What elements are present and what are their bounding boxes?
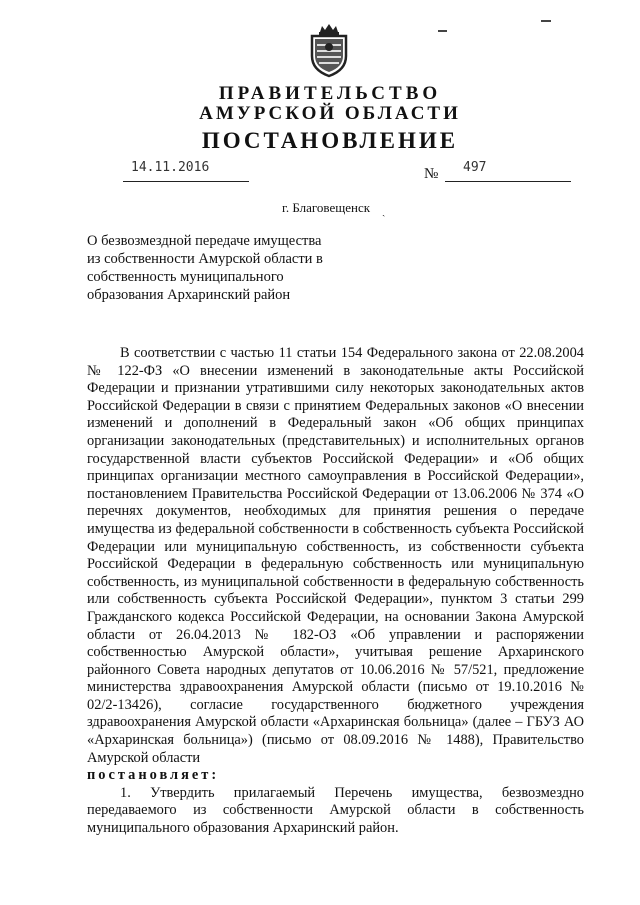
number-sign: №	[424, 166, 439, 182]
government-title: ПРАВИТЕЛЬСТВО	[218, 83, 442, 104]
document-type: ПОСТАНОВЛЕНИЕ	[201, 128, 459, 153]
region-title: АМУРСКОЙ ОБЛАСТИ	[199, 103, 461, 124]
resolves-label: постановляет:	[87, 767, 220, 784]
scan-artifact	[541, 20, 551, 22]
coat-of-arms-icon	[306, 22, 352, 78]
document-date: 14.11.2016	[123, 160, 249, 182]
document-number: 497	[445, 160, 571, 182]
item-1-paragraph: 1. Утвердить прилагаемый Перечень имущества, безвозмездно передаваемого из собственности Амурской области в собственность муниципального образования Архаринский район.	[87, 784, 584, 837]
document-subject	[87, 232, 347, 304]
subject-line: из собственности Амурской области в	[87, 251, 323, 267]
subject-line: О безвозмездной передаче имущества	[87, 233, 322, 249]
subject-line: собственность муниципального	[87, 269, 284, 285]
scan-mark-icon: ˎ	[382, 206, 386, 217]
subject-line: образования Архаринский район	[87, 287, 291, 303]
document-body	[87, 345, 584, 838]
preamble-paragraph: В соответствии с частью 11 статьи 154 Федерального закона от 22.08.2004 № 122-ФЗ «О внесении изменений в законодательные акты Российской Федерации и признании утратившими силу некоторых законодательных актов Российской Федерации в связи с принятием Федеральных законов «О внесении изменений и дополнений в Федеральный закон «Об общих принципах организации законодательных (представительных) и исполнительных органов государственной власти субъектов Российской Федерации» и «Об общих принципах организации местного самоуправления в Российской Федерации», постановлением Правительства Российской Федерации от 13.06.2006 № 374 «О перечнях документов, необходимых для принятия решения о передаче имущества из федеральной собственности в собственность субъекта Российской Федерации или муниципальную собственность, из собственности субъекта Российской Федерации в федеральную собственность или муниципальную собственность, из муниципальной собственности в федеральную собственность или собственность субъекта Российской Федерации», пунктом 3 статьи 299 Гражданского кодекса Российской Федерации, на основании Закона Амурской области от 26.04.2013 № 182-ОЗ «Об управлении и распоряжении собственностью Амурской области», учитывая решение Архаринского районного Совета народных депутатов от 10.06.2016 № 57/521, предложение министерства здравоохранения Амурской области (письмо от 19.10.2016 № 02/2-13426), согласие государственного бюджетного учреждения здравоохранения Амурской области «Архаринская больница» (далее – ГБУЗ АО «Архаринская больница») (письмо от 08.09.2016 № 1488), Правительство Амурской области	[87, 345, 584, 766]
scan-artifact	[438, 30, 447, 32]
city: г. Благовещенск	[282, 200, 371, 215]
